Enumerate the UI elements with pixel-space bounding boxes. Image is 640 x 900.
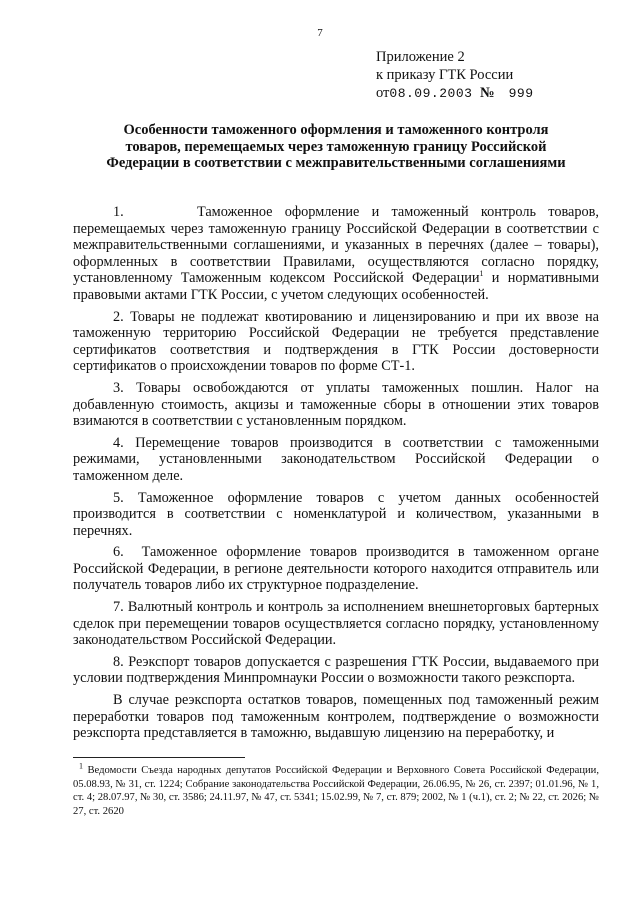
order-date-prefix: от: [376, 85, 390, 101]
paragraph-9: В случае реэкспорта остатков товаров, помещенных под таможенный режим переработки товаров под таможенным контролем, подтверждение о возможности реэкспорта представляется в таможню, выдавшую лицензию на переработку, и: [73, 692, 599, 742]
order-number-sign: №: [480, 85, 495, 101]
paragraph-1: [73, 204, 599, 304]
footnote-divider: [73, 757, 245, 758]
footnote: [73, 761, 599, 818]
order-date: 08.09.2003: [389, 86, 473, 101]
paragraph-7: 7. Валютный контроль и контроль за исполнением внешнеторговых бартерных сделок при перемещении товаров осуществляется согласно порядку, установленному законодательством Российской Федерации.: [73, 599, 599, 649]
footnote-mark: 1: [79, 761, 83, 771]
footnote-reference: 1: [479, 269, 484, 279]
paragraph-6: 6. Таможенное оформление товаров производится в таможенном органе Российской Федерации, в регионе деятельности которого находится отправитель или получатель товаров либо их структурное подразделение.: [73, 544, 599, 594]
page-number: 7: [317, 27, 323, 39]
appendix-order-reference: к приказу ГТК России: [376, 67, 514, 83]
appendix-title: Приложение 2: [376, 49, 465, 65]
paragraph-1-text-end: и нормативными правовыми актами ГТК России, с учетом следующих особенностей.: [73, 270, 599, 303]
order-number: 999: [508, 86, 534, 101]
footnote-text: Ведомости Съезда народных депутатов Российской Федерации и Верховного Совета Российской Федерации, 05.08.93, № 31, ст. 1224; Собрание законодательства Российской Федерации, 26.06.95, № 26, ст. 2397; 01.01.96, № 1, ст. 4; 28.07.97, № 30, ст. 3586; 24.11.97, № 47, ст. 5341; 15.02.99, № 7, ст. 879; 2002, № 1 (ч.1), ст. 2; № 22, ст. 2026; № 27, ст. 2620: [73, 765, 599, 817]
document-body: [73, 204, 599, 747]
appendix-header: [376, 48, 534, 103]
paragraph-2: 2. Товары не подлежат квотированию и лицензированию и при их ввозе на таможенную территорию Российской Федерации не требуется представление сертификатов соответствия и подтверждения в ГТК России достоверности сертификатов о происхождении товаров по форме СТ-1.: [73, 308, 599, 375]
paragraph-3: 3. Товары освобождаются от уплаты таможенных пошлин. Налог на добавленную стоимость, акцизы и таможенные сборы в отношении этих товаров взимаются в соответствии с установленным порядком.: [73, 379, 599, 430]
paragraph-1-text: 1. Таможенное оформление и таможенный контроль товаров, перемещаемых через таможенную границу Российской Федерации в соответствии с межправительственными соглашениями, и указанных в перечнях (далее – товары), оформленных в соответствии Правилами, осуществляются согласно порядку, установленному Таможенным кодексом Российской Федерации: [73, 204, 599, 287]
paragraph-5: 5. Таможенное оформление товаров с учетом данных особенностей производится в соответствии с номенклатурой и количеством, указанными в перечнях.: [73, 489, 599, 539]
document-title: Особенности таможенного оформления и таможенного контроля товаров, перемещаемых через таможенную границу Российской Федерации в соответствии с межправительственными соглашениями: [106, 122, 566, 171]
paragraph-4: 4. Перемещение товаров производится в соответствии с таможенными режимами, установленными законодательством Российской Федерации о таможенном деле.: [73, 434, 599, 484]
appendix-order-date-number: [376, 84, 534, 103]
paragraph-8: 8. Реэкспорт товаров допускается с разрешения ГТК России, выдаваемого при условии подтверждения Минпромнауки России о возможности такого реэкспорта.: [73, 653, 599, 687]
